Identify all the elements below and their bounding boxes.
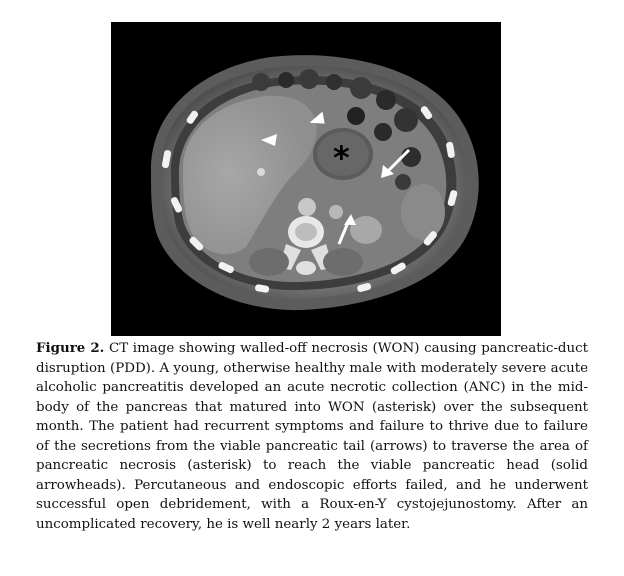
figure-label: Figure 2. (36, 340, 105, 356)
asterisk-marker: * (333, 139, 350, 177)
ct-scan-image (111, 22, 501, 336)
figure-caption (36, 339, 588, 534)
caption-text: CT image showing walled-off necrosis (WON) causing pancreatic-duct disruption (PDD). A young, otherwise healthy male with moderately severe acute alcoholic pancreatitis developed an acute necrotic collection (ANC) in the mid-body of the pancreas that matured into WON (asterisk) over the subsequent month. The patient had recurrent symptoms and failure to thrive due to failure of the secretions from the viable pancreatic tail (arrows) to traverse the area of pancreatic necrosis (asterisk) to reach the viable pancreatic head (solid arrowheads). Percutaneous and endoscopic efforts failed, and he underwent successful open debridement, with a Roux-en-Y cystojejunostomy. After an uncomplicated recovery, he is well nearly 2 years later. (36, 341, 588, 532)
